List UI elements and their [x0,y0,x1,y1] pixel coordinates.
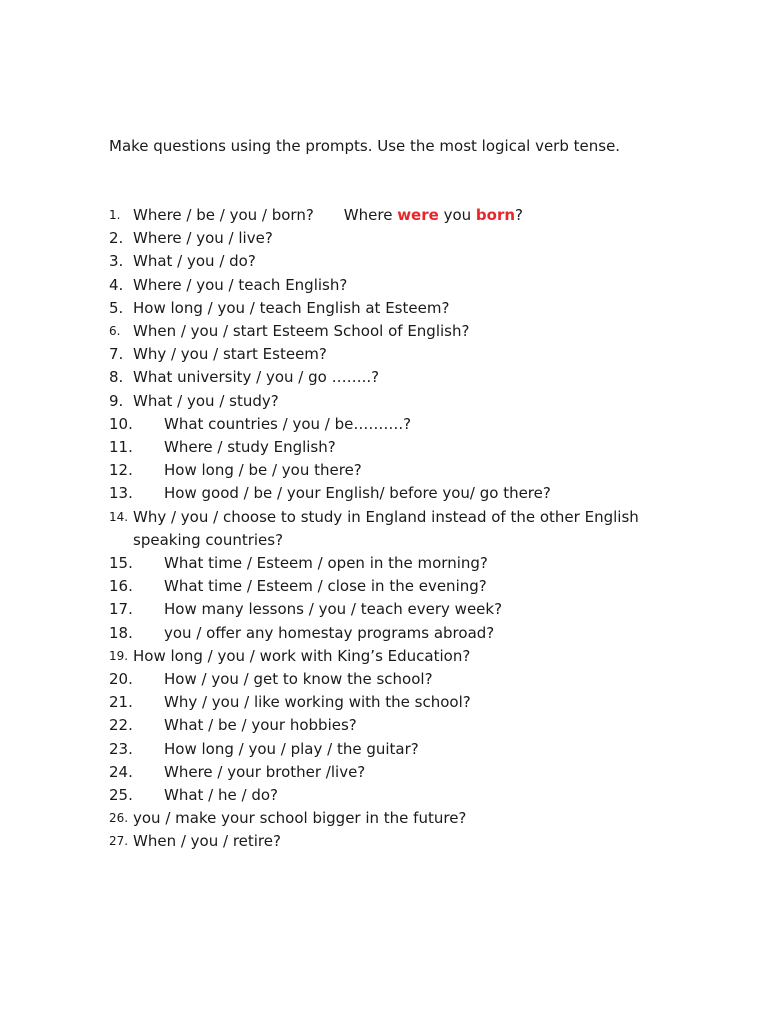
question-prompt: When / you / start Esteem School of English? [133,322,470,341]
question-item [109,390,709,413]
question-number: 10. [109,414,133,433]
question-number: 20. [109,670,133,689]
question-item [109,807,709,830]
question-number: 3. [109,252,124,271]
question-item [109,575,709,598]
question-number: 21. [109,693,133,712]
question-item [109,738,709,761]
example-answer-middle: you [438,206,476,224]
question-item [109,297,709,320]
question-number: 1. [109,208,121,222]
question-item [109,830,709,853]
question-prompt: What time / Esteem / open in the morning? [164,554,488,573]
question-item [109,645,709,668]
question-prompt: you / make your school bigger in the future? [133,809,467,828]
question-number: 22. [109,716,133,735]
question-prompt: What time / Esteem / close in the evening? [164,577,487,596]
question-item [109,668,709,691]
question-prompt: Where / you / live? [133,229,273,248]
question-prompt: Why / you / start Esteem? [133,345,327,364]
example-verb-highlight: were [397,206,439,224]
question-prompt: you / offer any homestay programs abroad? [164,623,495,642]
question-item [109,413,709,436]
question-number: 7. [109,345,124,364]
question-number: 14. [109,509,129,524]
question-prompt: How long / you / work with King’s Education? [133,646,471,665]
question-prompt: How good / be / your English/ before you/ go there? [164,484,551,503]
question-prompt: What / be / your hobbies? [164,716,357,735]
example-answer-start: Where [343,206,398,224]
question-prompt: What / he / do? [164,786,278,805]
question-prompt: How many lessons / you / teach every week? [164,600,503,619]
question-item [109,250,709,273]
question-prompt: Where / study English? [164,438,336,457]
example-answer-end: ? [515,206,524,224]
question-list [109,204,709,854]
example-answer [344,204,523,227]
question-item [109,784,709,807]
question-prompt: What university / you / go ……..? [133,368,380,387]
question-number: 17. [109,600,133,619]
question-item [109,761,709,784]
question-prompt: How long / you / teach English at Esteem? [133,298,450,317]
instruction-text: Make questions using the prompts. Use the most logical verb tense. [109,137,621,155]
question-prompt: When / you / retire? [133,832,281,851]
question-prompt: What / you / do? [133,252,256,271]
question-prompt: How / you / get to know the school? [164,670,433,689]
question-prompt: Why / you / choose to study in England instead of the other English speaking countries? [133,507,639,549]
question-number: 25. [109,786,133,805]
question-number: 15. [109,554,133,573]
question-number: 27. [109,834,129,849]
question-number: 19. [109,648,129,663]
question-item [109,598,709,621]
question-item [109,459,709,482]
question-prompt: Where / you / teach English? [133,275,348,294]
question-number: 12. [109,461,133,480]
question-number: 18. [109,623,133,642]
question-number: 8. [109,368,124,387]
question-item [109,552,709,575]
question-number: 26. [109,811,129,826]
question-item [109,482,709,505]
question-item [109,436,709,459]
question-number: 9. [109,391,124,410]
question-item [109,204,709,227]
question-item [109,691,709,714]
question-item [109,366,709,389]
question-number: 16. [109,577,133,596]
question-item [109,343,709,366]
question-prompt: Where / your brother /live? [164,762,366,781]
question-prompt: How long / you / play / the guitar? [164,739,419,758]
question-prompt: How long / be / you there? [164,461,362,480]
question-item [109,714,709,737]
question-item [109,274,709,297]
example-participle-highlight: born [475,206,516,224]
question-number: 11. [109,438,133,457]
question-number: 13. [109,484,133,503]
question-number: 2. [109,229,124,248]
question-number: 6. [109,324,121,339]
question-number: 24. [109,762,133,781]
question-item [109,506,709,552]
question-prompt: Where / be / you / born? [133,206,314,224]
question-number: 23. [109,739,133,758]
question-prompt: Why / you / like working with the school? [164,693,471,712]
question-prompt: What countries / you / be……….? [164,414,412,433]
question-number: 5. [109,298,124,317]
question-item [109,320,709,343]
question-number: 4. [109,275,124,294]
question-item [109,622,709,645]
question-prompt: What / you / study? [133,391,279,410]
question-item [109,227,709,250]
